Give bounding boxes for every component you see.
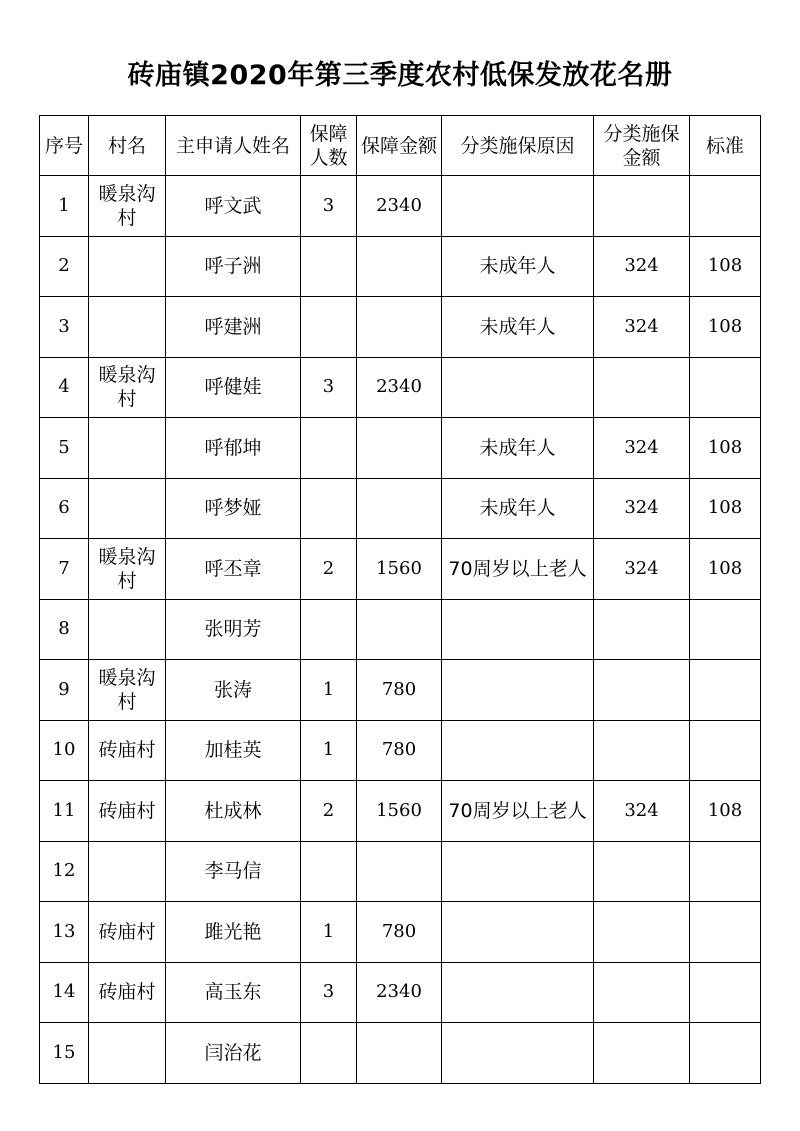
cell-applicant-name: 高玉东: [166, 962, 301, 1023]
cell-class-amount: [594, 660, 690, 721]
cell-seq: 5: [40, 418, 89, 479]
cell-village: 砖庙村: [89, 781, 166, 842]
cell-village: [89, 841, 166, 902]
cell-village: 暖泉沟村: [89, 539, 166, 600]
cell-reason: [442, 720, 594, 781]
cell-standard: 108: [690, 297, 761, 358]
cell-applicant-name: 张涛: [166, 660, 301, 721]
cell-applicant-name: 雎光艳: [166, 902, 301, 963]
cell-village: 暖泉沟村: [89, 357, 166, 418]
table-row: [40, 176, 761, 237]
cell-seq: 4: [40, 357, 89, 418]
cell-applicant-name: 呼建洲: [166, 297, 301, 358]
cell-class-amount: [594, 357, 690, 418]
table-row: [40, 841, 761, 902]
cell-standard: [690, 357, 761, 418]
cell-village: 砖庙村: [89, 962, 166, 1023]
cell-amount: [357, 297, 442, 358]
cell-amount: [357, 236, 442, 297]
cell-class-amount: 324: [594, 478, 690, 539]
cell-seq: 15: [40, 1023, 89, 1084]
cell-village: [89, 599, 166, 660]
header-village: 村名: [89, 116, 166, 176]
table-row: [40, 357, 761, 418]
cell-reason: 未成年人: [442, 478, 594, 539]
cell-class-amount: [594, 962, 690, 1023]
cell-village: [89, 478, 166, 539]
cell-people-count: [301, 599, 357, 660]
cell-class-amount: 324: [594, 418, 690, 479]
allowance-roster-table: [39, 115, 761, 1084]
cell-standard: [690, 902, 761, 963]
header-reason: 分类施保原因: [442, 116, 594, 176]
cell-people-count: [301, 418, 357, 479]
cell-village: 暖泉沟村: [89, 176, 166, 237]
cell-reason: [442, 1023, 594, 1084]
cell-applicant-name: 呼郁坤: [166, 418, 301, 479]
cell-seq: 12: [40, 841, 89, 902]
cell-amount: [357, 1023, 442, 1084]
table-row: [40, 539, 761, 600]
cell-class-amount: 324: [594, 781, 690, 842]
cell-amount: [357, 478, 442, 539]
cell-seq: 1: [40, 176, 89, 237]
cell-reason: [442, 357, 594, 418]
cell-class-amount: 324: [594, 539, 690, 600]
cell-class-amount: [594, 1023, 690, 1084]
cell-reason: 未成年人: [442, 297, 594, 358]
cell-people-count: 1: [301, 902, 357, 963]
header-row: [40, 116, 761, 176]
cell-standard: [690, 720, 761, 781]
cell-seq: 13: [40, 902, 89, 963]
cell-standard: [690, 841, 761, 902]
table-row: [40, 902, 761, 963]
cell-amount: 780: [357, 902, 442, 963]
cell-seq: 9: [40, 660, 89, 721]
cell-people-count: 3: [301, 176, 357, 237]
cell-class-amount: [594, 720, 690, 781]
header-amount: 保障金额: [357, 116, 442, 176]
cell-amount: 2340: [357, 962, 442, 1023]
table-row: [40, 236, 761, 297]
cell-reason: [442, 660, 594, 721]
cell-amount: 780: [357, 720, 442, 781]
cell-class-amount: 324: [594, 236, 690, 297]
cell-village: [89, 297, 166, 358]
cell-class-amount: [594, 902, 690, 963]
cell-applicant-name: 杜成林: [166, 781, 301, 842]
cell-amount: 2340: [357, 176, 442, 237]
cell-people-count: 3: [301, 357, 357, 418]
cell-people-count: 2: [301, 781, 357, 842]
cell-applicant-name: 闫治花: [166, 1023, 301, 1084]
roster-body: [40, 176, 761, 1084]
cell-reason: 70周岁以上老人: [442, 539, 594, 600]
cell-village: 砖庙村: [89, 902, 166, 963]
table-row: [40, 660, 761, 721]
cell-reason: 未成年人: [442, 236, 594, 297]
cell-class-amount: 324: [594, 297, 690, 358]
cell-standard: [690, 176, 761, 237]
cell-standard: 108: [690, 478, 761, 539]
cell-applicant-name: 张明芳: [166, 599, 301, 660]
cell-standard: 108: [690, 539, 761, 600]
cell-applicant-name: 呼丕章: [166, 539, 301, 600]
cell-reason: [442, 176, 594, 237]
cell-people-count: [301, 841, 357, 902]
cell-reason: [442, 902, 594, 963]
cell-amount: 1560: [357, 781, 442, 842]
cell-reason: [442, 962, 594, 1023]
cell-standard: 108: [690, 418, 761, 479]
cell-applicant-name: 加桂英: [166, 720, 301, 781]
cell-people-count: [301, 297, 357, 358]
cell-reason: [442, 841, 594, 902]
header-applicant: 主申请人姓名: [166, 116, 301, 176]
cell-applicant-name: 呼子洲: [166, 236, 301, 297]
table-row: [40, 962, 761, 1023]
cell-seq: 14: [40, 962, 89, 1023]
cell-seq: 2: [40, 236, 89, 297]
cell-seq: 7: [40, 539, 89, 600]
cell-people-count: [301, 236, 357, 297]
table-row: [40, 478, 761, 539]
table-row: [40, 720, 761, 781]
cell-applicant-name: 呼文武: [166, 176, 301, 237]
cell-reason: 未成年人: [442, 418, 594, 479]
cell-reason: 70周岁以上老人: [442, 781, 594, 842]
cell-amount: 2340: [357, 357, 442, 418]
cell-people-count: [301, 478, 357, 539]
table-row: [40, 599, 761, 660]
cell-people-count: 1: [301, 720, 357, 781]
cell-amount: [357, 418, 442, 479]
cell-applicant-name: 呼梦娅: [166, 478, 301, 539]
cell-amount: [357, 841, 442, 902]
cell-seq: 3: [40, 297, 89, 358]
header-class-amount: 分类施保金额: [594, 116, 690, 176]
cell-village: [89, 1023, 166, 1084]
cell-people-count: 2: [301, 539, 357, 600]
cell-seq: 6: [40, 478, 89, 539]
cell-applicant-name: 李马信: [166, 841, 301, 902]
cell-standard: 108: [690, 781, 761, 842]
cell-seq: 11: [40, 781, 89, 842]
cell-standard: [690, 1023, 761, 1084]
table-row: [40, 418, 761, 479]
cell-class-amount: [594, 841, 690, 902]
cell-seq: 10: [40, 720, 89, 781]
document-title: 砖庙镇2020年第三季度农村低保发放花名册: [127, 60, 673, 91]
cell-amount: 1560: [357, 539, 442, 600]
cell-standard: [690, 599, 761, 660]
cell-standard: 108: [690, 236, 761, 297]
cell-amount: 780: [357, 660, 442, 721]
cell-village: [89, 236, 166, 297]
cell-reason: [442, 599, 594, 660]
cell-class-amount: [594, 599, 690, 660]
header-standard: 标准: [690, 116, 761, 176]
cell-standard: [690, 962, 761, 1023]
cell-village: 暖泉沟村: [89, 660, 166, 721]
cell-village: 砖庙村: [89, 720, 166, 781]
cell-standard: [690, 660, 761, 721]
table-row: [40, 1023, 761, 1084]
header-seq: 序号: [40, 116, 89, 176]
header-people: 保障人数: [301, 116, 357, 176]
table-row: [40, 297, 761, 358]
cell-applicant-name: 呼健娃: [166, 357, 301, 418]
cell-people-count: 3: [301, 962, 357, 1023]
cell-village: [89, 418, 166, 479]
cell-amount: [357, 599, 442, 660]
cell-people-count: [301, 1023, 357, 1084]
cell-class-amount: [594, 176, 690, 237]
cell-people-count: 1: [301, 660, 357, 721]
cell-seq: 8: [40, 599, 89, 660]
table-row: [40, 781, 761, 842]
